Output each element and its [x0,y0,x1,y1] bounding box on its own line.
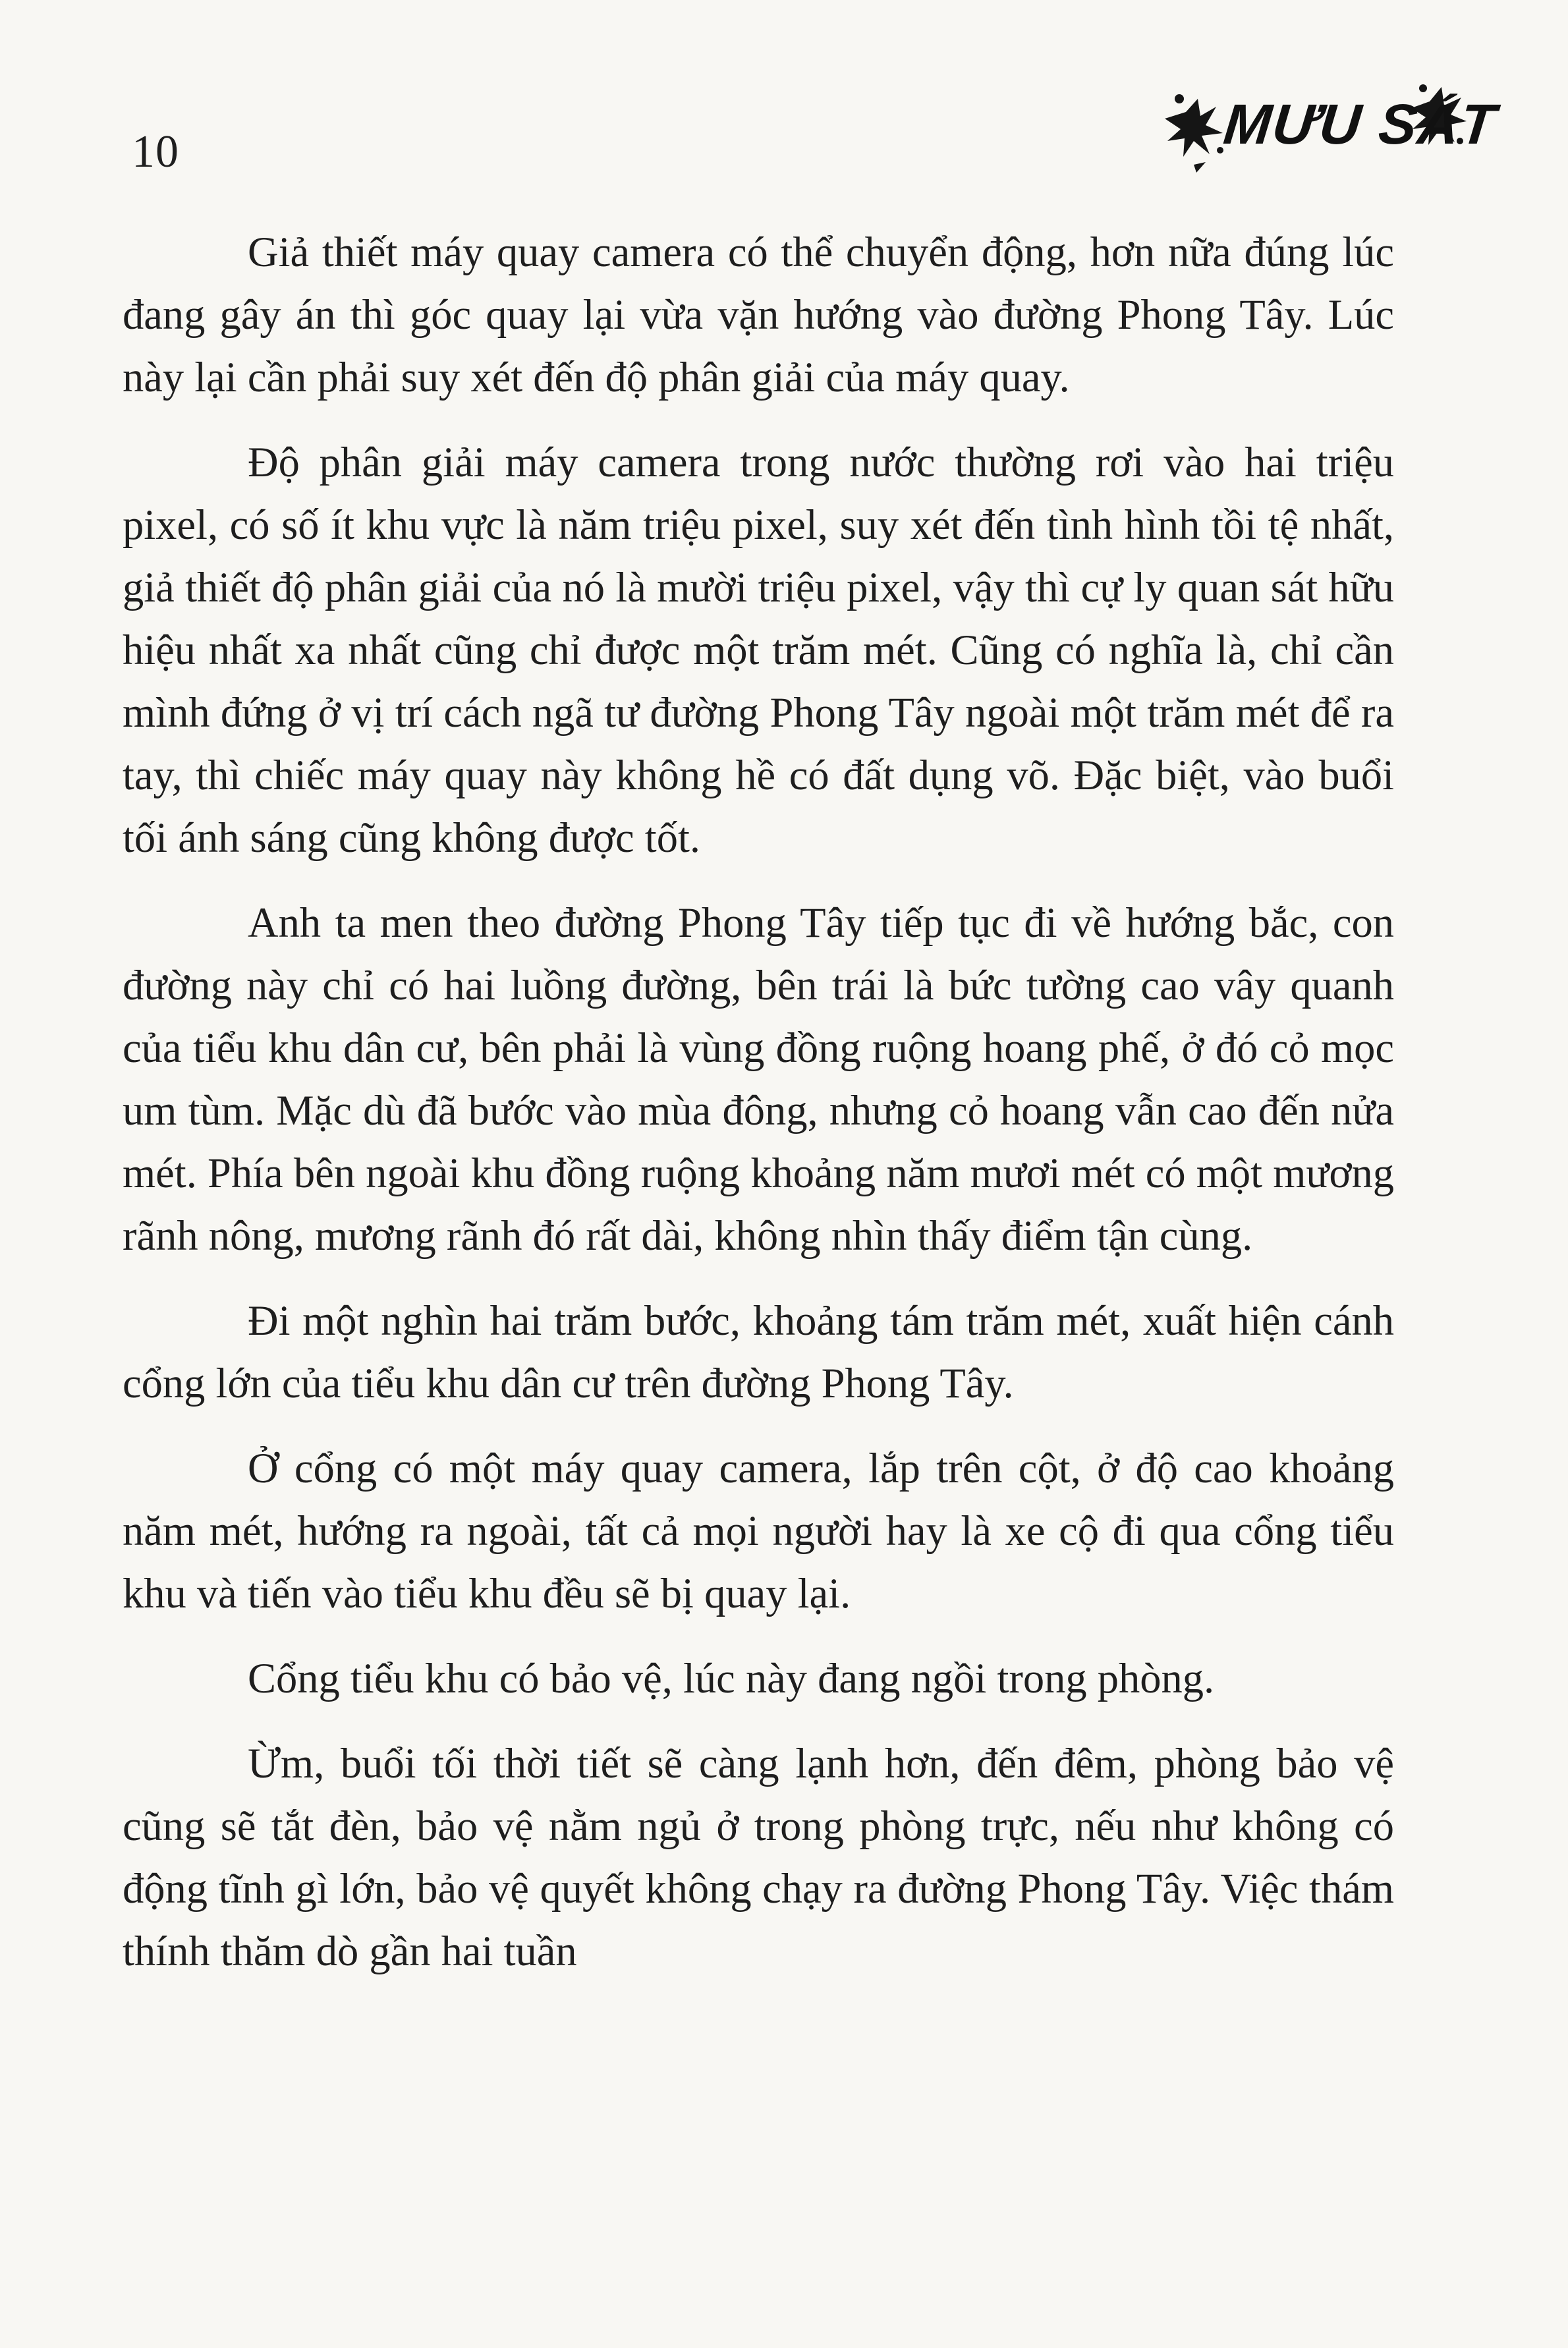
series-logo-text: MƯU SÁT [1221,93,1500,156]
paragraph: Cổng tiểu khu có bảo vệ, lúc này đang ngồi trong phòng. [248,1655,1215,1702]
body-text [123,221,1394,2005]
paragraph: Ừm, buổi tối thời tiết sẽ càng lạnh hơn, đến đêm, phòng bảo vệ cũng sẽ tắt đèn, bảo vệ nằm ngủ ở trong phòng trực, nếu như không có động tĩnh gì lớn, bảo vệ quyết không chạy ra đường Phong Tây. Việc thám thính thăm dò gần hai tuần [123,1740,1394,1974]
paragraph: Đi một nghìn hai trăm bước, khoảng tám trăm mét, xuất hiện cánh cổng lớn của tiểu khu dân cư trên đường Phong Tây. [123,1297,1394,1407]
series-logo [1160,72,1500,184]
paragraph: Độ phân giải máy camera trong nước thường rơi vào hai triệu pixel, có số ít khu vực là năm triệu pixel, suy xét đến tình hình tồi tệ nhất, giả thiết độ phân giải của nó là mười triệu pixel, vậy thì cự ly quan sát hữu hiệu nhất xa nhất cũng chỉ được một trăm mét. Cũng có nghĩa là, chỉ cần mình đứng ở vị trí cách ngã tư đường Phong Tây ngoài một trăm mét để ra tay, thì chiếc máy quay này không hề có đất dụng võ. Đặc biệt, vào buổi tối ánh sáng cũng không được tốt. [123,439,1394,861]
paragraph: Giả thiết máy quay camera có thể chuyển động, hơn nữa đúng lúc đang gây án thì góc quay lại vừa vặn hướng vào đường Phong Tây. Lúc này lại cần phải suy xét đến độ phân giải của máy quay. [123,229,1394,401]
paragraph: Anh ta men theo đường Phong Tây tiếp tục đi về hướng bắc, con đường này chỉ có hai luồng đường, bên trái là bức tường cao vây quanh của tiểu khu dân cư, bên phải là vùng đồng ruộng hoang phế, ở đó cỏ mọc um tùm. Mặc dù đã bước vào mùa đông, nhưng cỏ hoang vẫn cao đến nửa mét. Phía bên ngoài khu đồng ruộng khoảng năm mươi mét có một mương rãnh nông, mương rãnh đó rất dài, không nhìn thấy điểm tận cùng. [123,899,1394,1259]
page-number: 10 [132,126,179,177]
paragraph: Ở cổng có một máy quay camera, lắp trên cột, ở độ cao khoảng năm mét, hướng ra ngoài, tất cả mọi người hay là xe cộ đi qua cổng tiểu khu và tiến vào tiểu khu đều sẽ bị quay lại. [123,1445,1394,1617]
